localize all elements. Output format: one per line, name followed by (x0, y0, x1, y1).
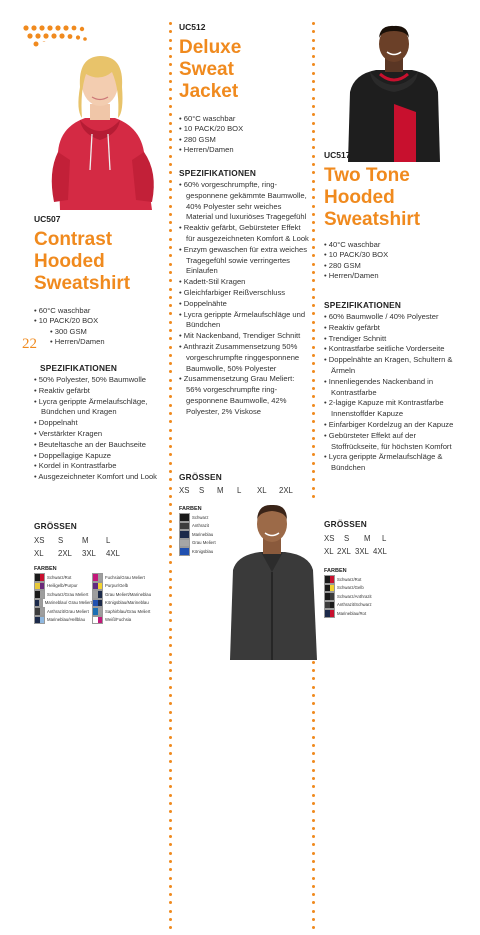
spec-item: • Doppelnähte (179, 299, 309, 310)
feature-item: • 300 GSM (34, 327, 105, 337)
color-label: Schwarz/Rot (47, 574, 72, 580)
spec-item: • Lycra gerippte Ärmelaufschläge, Bündchen und Kragen (34, 397, 162, 419)
product-title: Two Tone Hooded Sweatshirt (324, 165, 421, 230)
size-option: L (237, 486, 242, 495)
feature-item: • 40°C waschbar (324, 240, 388, 250)
color-label: Purpur/Gelb (105, 583, 129, 589)
size-option: 2XL (337, 547, 351, 556)
color-chip (179, 539, 190, 548)
color-chip (92, 582, 103, 591)
product-code: UC512 (179, 22, 206, 32)
color-chip (324, 584, 335, 593)
size-option: S (199, 486, 205, 495)
color-chip (34, 582, 45, 591)
color-chip (34, 573, 45, 582)
feature-item: • Herren/Damen (34, 337, 105, 347)
feature-item: • Herren/Damen (324, 271, 388, 281)
spec-item: • Kordel in Kontrastfarbe (34, 461, 162, 472)
color-label: Saphirblau/Grau Meliert (105, 608, 151, 614)
sizes-heading: GRÖSSEN (179, 472, 222, 482)
color-label: Schwarz/Anthrazit (337, 593, 372, 599)
color-label: Schwarz/Gelb (337, 585, 364, 591)
color-chip (324, 575, 335, 584)
spec-item: • Verstärkter Kragen (34, 429, 162, 440)
color-chip (92, 607, 103, 616)
size-option: XL (34, 549, 44, 558)
feature-list (324, 240, 388, 282)
spec-item: • Lycra gerippte Ärmelaufschläge & Bündchen (324, 452, 454, 474)
feature-item: • 10 PACK/30 BOX (324, 250, 388, 260)
product-title: Deluxe Sweat Jacket (179, 37, 242, 102)
size-option: XS (324, 534, 335, 543)
size-option: 3XL (82, 549, 96, 558)
colors-heading: FARBEN (34, 566, 57, 572)
size-option: S (344, 534, 350, 543)
size-option: 2XL (279, 486, 293, 495)
color-swatch (92, 599, 162, 608)
feature-item: • 60°C waschbar (179, 114, 243, 124)
feature-list (179, 114, 243, 156)
spec-item: • Innenliegendes Nackenband in Kontrastfarbe (324, 377, 454, 399)
size-list (179, 486, 301, 495)
spec-heading: SPEZIFIKATIONEN (179, 168, 257, 178)
spec-item: • Doppellagige Kapuze (34, 451, 162, 462)
size-option: 2XL (58, 549, 72, 558)
color-label: Marineblau (192, 531, 214, 537)
spec-item: • Gebürsteter Effekt auf der Stoffrückseite, für höchsten Komfort (324, 431, 454, 453)
size-option: M (364, 534, 371, 543)
size-list (324, 532, 434, 558)
color-chip (34, 599, 43, 608)
color-label: Anthrazit/Schwarz (337, 602, 372, 608)
color-label: Anthrazit (192, 523, 209, 529)
spec-item: • Beuteltasche an der Bauchseite (34, 440, 162, 451)
color-chip (324, 592, 335, 601)
product-title: Contrast Hooded Sweatshirt (34, 229, 131, 294)
color-swatch-grid (34, 573, 164, 624)
size-option: L (382, 534, 387, 543)
color-chip (92, 616, 103, 625)
color-label: Heiligelb/Purpur (47, 583, 78, 589)
color-chip (179, 513, 190, 522)
sizes-heading: GRÖSSEN (34, 521, 77, 531)
spec-item: • 60% vorgeschrumpfte, ring-gesponnene gekämmte Baumwolle, 40% Polyester sehr weiches Material und luxuriöses Tragegefühl (179, 180, 309, 223)
sizes-heading: GRÖSSEN (324, 519, 367, 529)
spec-item: • Doppelnähte an Kragen, Schultern & Ärmeln (324, 355, 454, 377)
product-photo-uc512 (225, 500, 320, 660)
color-swatch (34, 607, 92, 616)
size-option: 4XL (106, 549, 120, 558)
feature-item: • 280 GSM (179, 135, 243, 145)
spec-item: • Ausgezeichneter Komfort und Look (34, 472, 162, 483)
spec-item: • Kontrastfarbe seitliche Vorderseite (324, 344, 454, 355)
color-swatch (92, 582, 162, 591)
color-swatch (92, 616, 162, 625)
feature-item: • Herren/Damen (179, 145, 243, 155)
size-option: XL (324, 547, 334, 556)
page-number: 22 (22, 336, 37, 352)
spec-item: • 50% Polyester, 50% Baumwolle (34, 375, 162, 386)
color-chip (92, 599, 103, 608)
color-label: Königsblau (192, 548, 214, 554)
color-chip (179, 522, 190, 531)
color-chip (179, 530, 190, 539)
size-option: S (58, 536, 64, 545)
color-label: Weiß/Fuchsia (105, 617, 132, 623)
spec-item: • Kadett-Stil Kragen (179, 277, 309, 288)
color-swatch (324, 601, 394, 610)
colors-heading: FARBEN (324, 568, 347, 574)
size-option: 3XL (355, 547, 369, 556)
spec-item: • Lycra gerippte Ärmelaufschläge und Bündchen (179, 310, 309, 332)
color-swatch (34, 573, 92, 582)
color-label: Grau Meliert (192, 540, 216, 546)
spec-item: • Reaktiv gefärbt, Gebürsteter Effekt für ausgezeichneten Komfort & Look (179, 223, 309, 245)
spec-heading: SPEZIFIKATIONEN (40, 363, 118, 373)
color-label: Anthrazit/Grau Meliert (47, 608, 89, 614)
color-chip (92, 573, 103, 582)
color-label: Schwarz (192, 514, 209, 520)
spec-item: • Gleichfarbiger Reißverschluss (179, 288, 309, 299)
feature-item: • 10 PACK/20 BOX (179, 124, 243, 134)
color-label: Schwarz/Rot (337, 576, 362, 582)
color-swatch-list (324, 575, 394, 618)
feature-list (34, 306, 105, 348)
spec-item: • Einfarbiger Kordelzug an der Kapuze (324, 420, 454, 431)
spec-item: • Zusammensetzung Grau Meliert: 56% vorgeschrumpfte ring-gesponnene Baumwolle, 42% Polyester, 2% Viskose (179, 374, 309, 417)
color-label: Marineblau/Rot (337, 610, 367, 616)
product-photo-uc517 (340, 22, 448, 162)
feature-item: • 280 GSM (324, 261, 388, 271)
color-label: Schwarz/Grau Meliert (47, 591, 89, 597)
size-option: 4XL (373, 547, 387, 556)
color-swatch (92, 590, 162, 599)
spec-heading: SPEZIFIKATIONEN (324, 300, 402, 310)
size-option: XL (257, 486, 267, 495)
spec-item: • Reaktiv gefärbt (34, 386, 162, 397)
color-swatch (324, 592, 394, 601)
color-chip (179, 547, 190, 556)
column-divider-left (169, 22, 173, 935)
product-code: UC507 (34, 214, 61, 224)
color-label: Marineblau/ Grau Meliert (44, 600, 92, 606)
color-swatch (324, 584, 394, 593)
color-swatch (92, 607, 162, 616)
size-list (34, 534, 154, 560)
spec-item: • Enzym gewaschen für extra weiches Tragegefühl sowie verringertes Einlaufen (179, 245, 309, 277)
color-label: Fuchsia/Grau Meliert (105, 574, 145, 580)
color-swatch (34, 616, 92, 625)
spec-list (324, 312, 454, 474)
product-photo-uc507 (40, 42, 160, 210)
color-chip (92, 590, 103, 599)
size-option: XS (34, 536, 45, 545)
color-chip (34, 590, 45, 599)
spec-item: • Anthrazit Zusammensetzung 50% vorgeschrumpfte ringgesponnene Baumwolle, 50% Polyester (179, 342, 309, 374)
spec-item: • 2-lagige Kapuze mit Kontrastfarbe Innenstoffder Kapuze (324, 398, 454, 420)
size-option: M (82, 536, 89, 545)
color-swatch (34, 582, 92, 591)
size-option: XS (179, 486, 190, 495)
color-swatch (324, 575, 394, 584)
feature-item: • 10 PACK/20 BOX (34, 316, 105, 326)
size-option: M (217, 486, 224, 495)
color-swatch (34, 599, 92, 608)
color-label: Marineblau/Hellblau (47, 617, 85, 623)
column-divider-right (312, 22, 316, 935)
color-chip (34, 616, 45, 625)
colors-heading: FARBEN (179, 506, 202, 512)
color-chip (324, 609, 335, 618)
color-label: Grau Meliert/Marineblau (105, 591, 152, 597)
feature-item: • 60°C waschbar (34, 306, 105, 316)
color-label: Königsblau/Marineblau (105, 600, 149, 606)
size-option: L (106, 536, 111, 545)
product-code: UC517 (324, 150, 351, 160)
spec-list (34, 375, 162, 483)
color-chip (324, 601, 335, 610)
spec-item: • Trendiger Schnitt (324, 334, 454, 345)
spec-list (179, 180, 309, 418)
spec-item: • Reaktiv gefärbt (324, 323, 454, 334)
spec-item: • Mit Nackenband, Trendiger Schnitt (179, 331, 309, 342)
spec-item: • Doppelnaht (34, 418, 162, 429)
color-swatch (34, 590, 92, 599)
color-chip (34, 607, 45, 616)
color-swatch (324, 609, 394, 618)
spec-item: • 60% Baumwolle / 40% Polyester (324, 312, 454, 323)
color-swatch (92, 573, 162, 582)
